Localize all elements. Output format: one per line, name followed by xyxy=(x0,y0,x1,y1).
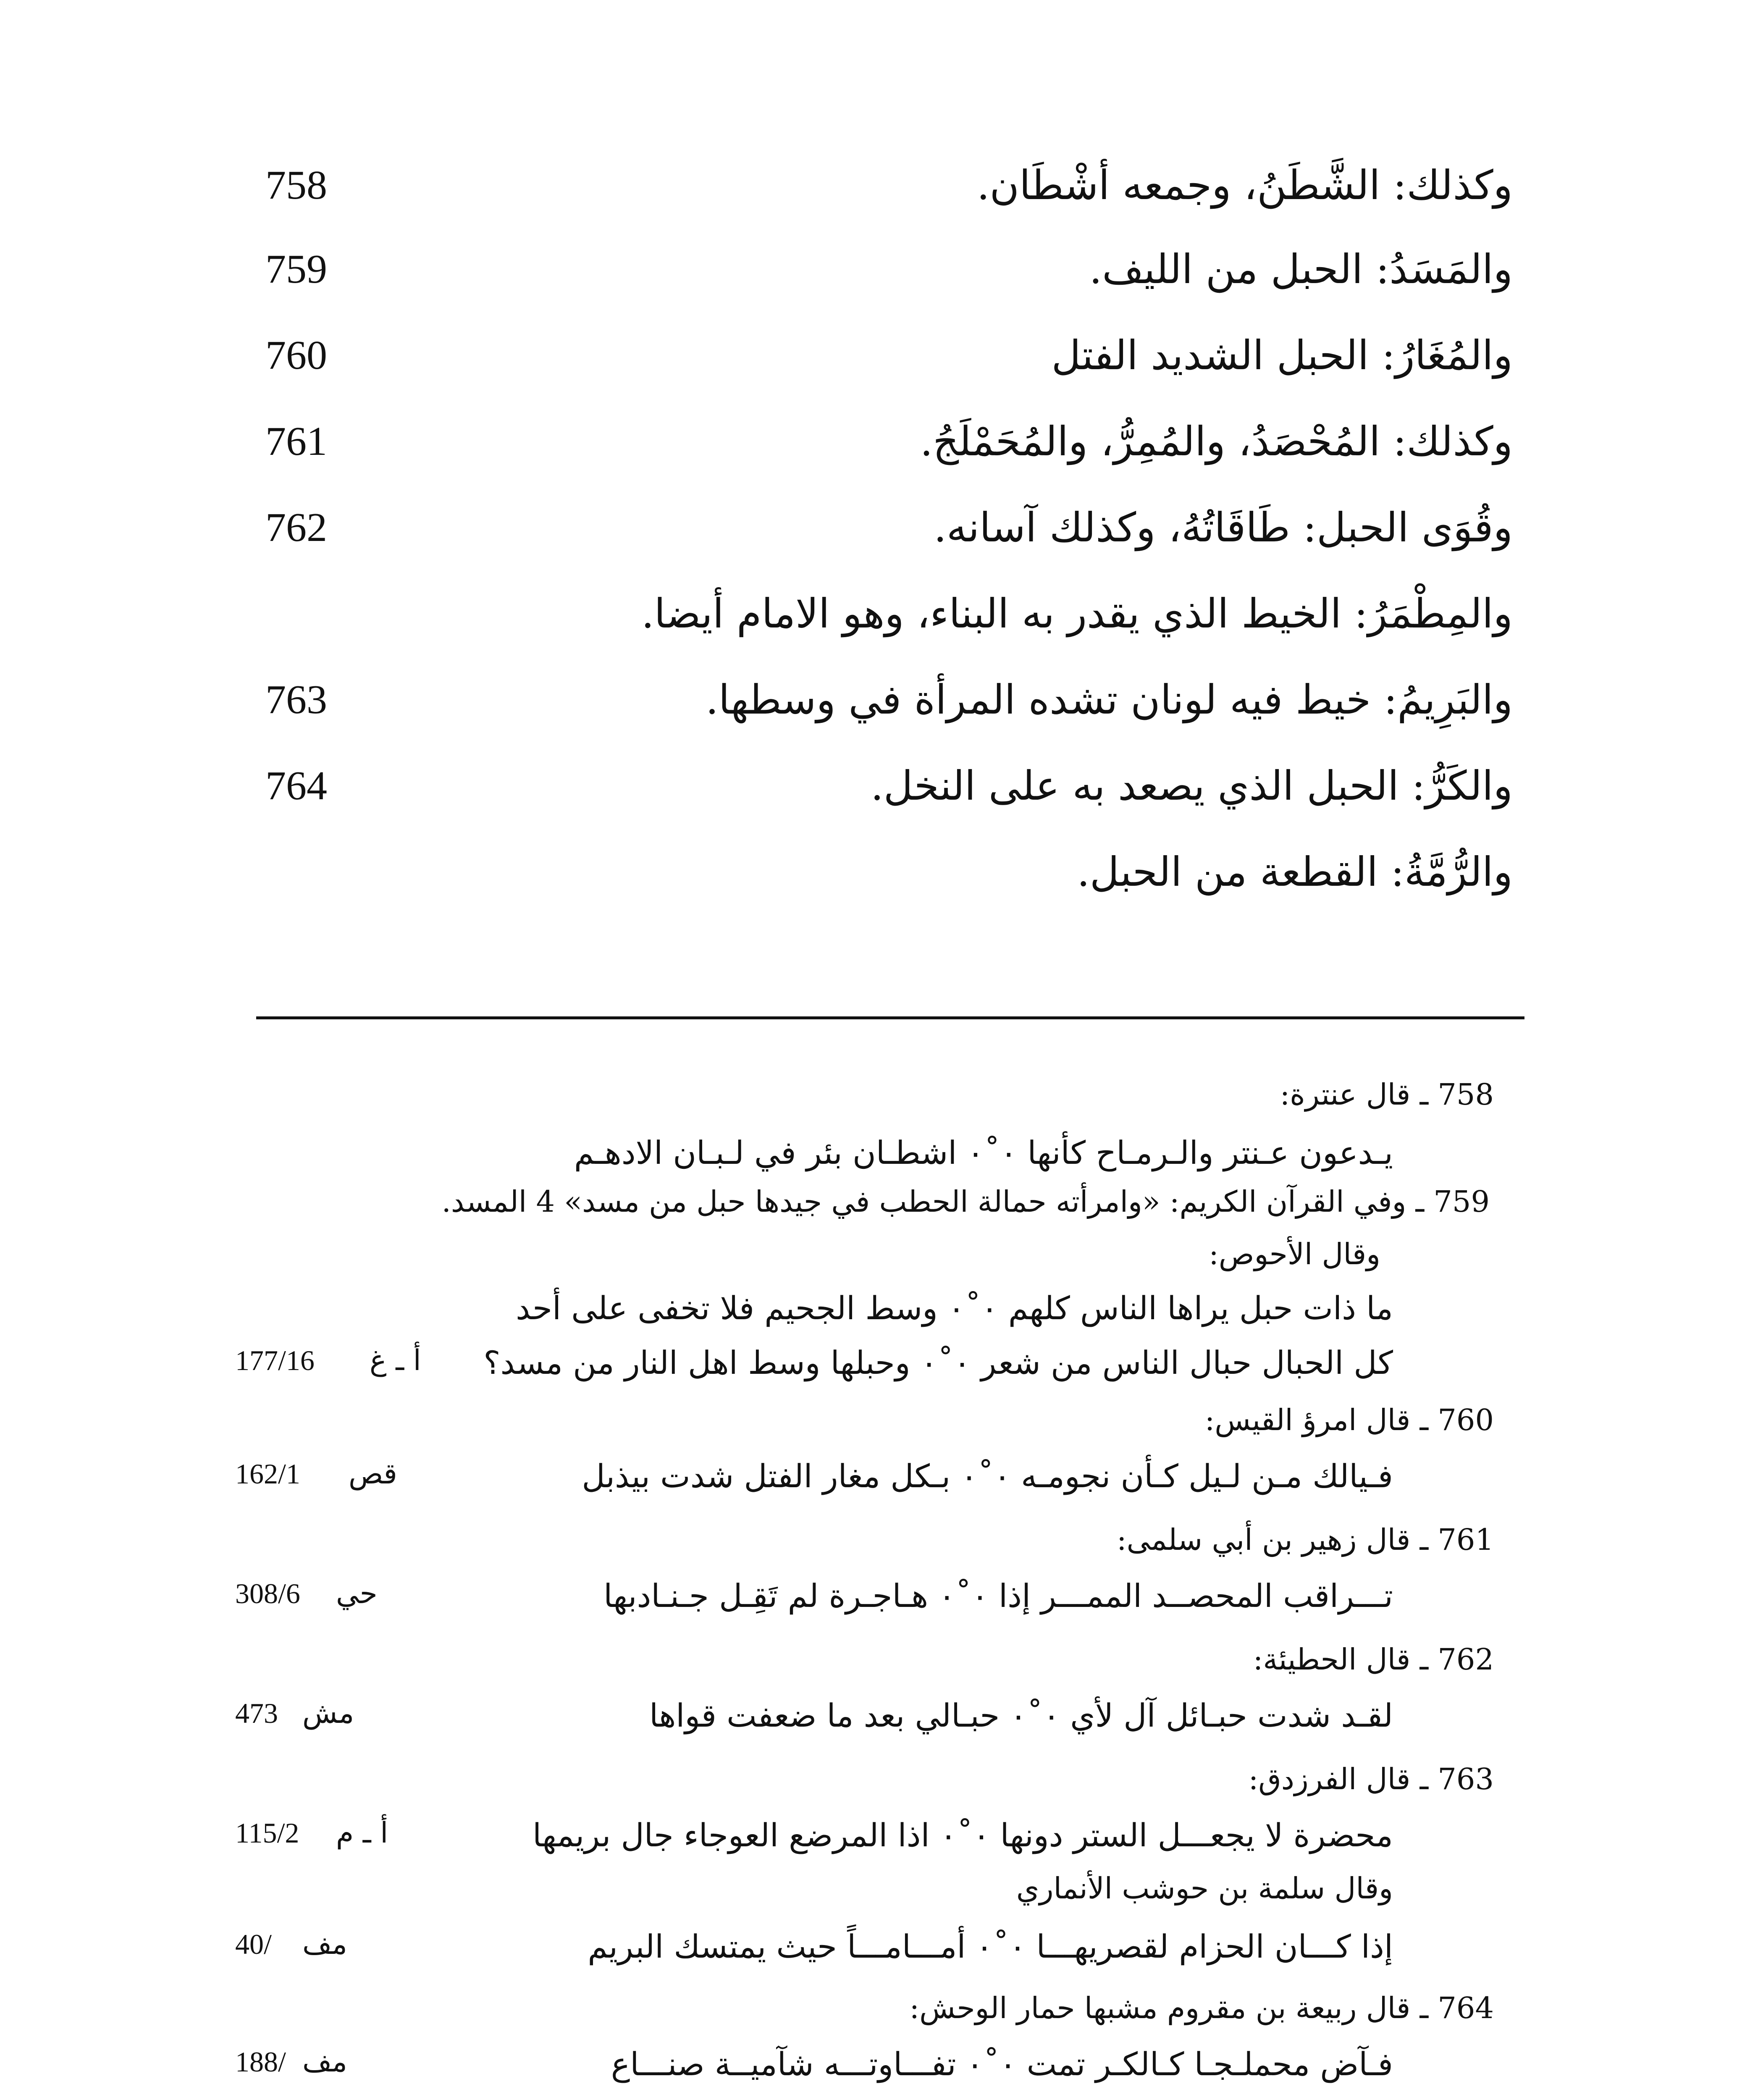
entry-number-758: 758 xyxy=(265,163,327,208)
entry-number-762: 762 xyxy=(265,505,327,550)
entry-line-759: والمَسَدُ: الحبل من الليف. xyxy=(1089,246,1513,293)
footnote-759-source-abbr: أ ـ غ xyxy=(370,1344,421,1377)
footnote-762-source-number: 473 xyxy=(235,1697,278,1729)
footnote-764-source-abbr: مف xyxy=(302,2045,347,2079)
entry-line-763: والبَرِيمُ: خيط فيه لونان تشده المرأة في وسطها. xyxy=(706,676,1513,723)
footnote-758-verse: يـدعون عـنتر والـرمـاح كأنها ٠˚٠ اشطـان بئر في لـبـان الادهـم xyxy=(574,1134,1393,1171)
footnote-761-source-abbr: حي xyxy=(336,1577,378,1610)
footnote-760-source-number: 162/1 xyxy=(235,1458,300,1490)
footnote-760-head: 760 ـ قال امرؤ القيس: xyxy=(1204,1403,1494,1437)
footnote-758-head: 758 ـ قال عنترة: xyxy=(1280,1077,1494,1112)
entry-line-rumma: والرُّمَّةُ: القطعة من الحبل. xyxy=(1077,848,1513,895)
footnote-763-verse-1: محضرة لا يجعـــل الستر دونها ٠˚٠ اذا المرضع العوجاء جال بريمها xyxy=(532,1816,1393,1854)
footnote-759-source-number: 177/16 xyxy=(235,1344,315,1376)
entry-number-761: 761 xyxy=(265,419,327,464)
footnote-763-source-number-2: 40/ xyxy=(235,1928,272,1960)
footnote-763-source-number-1: 115/2 xyxy=(235,1817,299,1849)
footnote-762-verse: لقـد شدت حبـائل آل لأي ٠˚٠ حبـالي بعد ما ضعفت قواها xyxy=(649,1697,1393,1734)
footnote-759-head: 759 ـ وفي القرآن الكريم: «وامرأته حمالة الحطب في جيدها حبل من مسد» 4 المسد. xyxy=(441,1184,1490,1219)
footnote-763-source-abbr-1: أ ـ م xyxy=(336,1816,388,1850)
footnote-759-verse-1: ما ذات حبل يراها الناس كلهم ٠˚٠ وسط الجحيم فلا تخفى على أحد xyxy=(516,1289,1393,1327)
footnote-763-head: 763 ـ قال الفرزدق: xyxy=(1248,1762,1494,1796)
footnote-761-source-number: 308/6 xyxy=(235,1578,300,1609)
entry-line-764: والكَرُّ: الحبل الذي يصعد به على النخل. xyxy=(871,762,1513,809)
entry-line-758: وكذلك: الشَّطَنُ، وجمعه أشْطَان. xyxy=(977,162,1513,209)
footnote-764-head: 764 ـ قال ربيعة بن مقروم مشبها حمار الوحش: xyxy=(909,1991,1494,2025)
entry-line-762: وقُوَى الحبل: طَاقَاتُهُ، وكذلك آسانه. xyxy=(934,504,1513,551)
footnote-761-head: 761 ـ قال زهير بن أبي سلمى: xyxy=(1116,1522,1494,1557)
footnote-763-verse-2: إذا كـــان الحزام لقصريهـــا ٠˚٠ أمـــامـــاً حيث يمتسك البريم xyxy=(588,1928,1393,1965)
footnote-762-head: 762 ـ قال الحطيئة: xyxy=(1253,1642,1494,1677)
entry-line-761: وكذلك: المُحْصَدُ، والمُمِرُّ، والمُحَمْلَجُ. xyxy=(920,418,1513,465)
footnote-764-source-number: 188/ xyxy=(235,2046,286,2078)
footnote-763-source-abbr-2: مف xyxy=(302,1928,347,1961)
footnote-759-sub: وقال الأحوص: xyxy=(1209,1237,1380,1271)
entry-number-760: 760 xyxy=(265,333,327,378)
footnote-761-verse: تـــراقب المحصــد الممـــر إذا ٠˚٠ هـاجـرة لم تَقِـل جـنـادبها xyxy=(603,1577,1393,1614)
entry-number-759: 759 xyxy=(265,247,327,292)
footnote-760-source-abbr: قص xyxy=(349,1457,397,1491)
entry-number-764: 764 xyxy=(265,763,327,808)
footnote-763-sub: وقال سلمة بن حوشب الأنماري xyxy=(1016,1871,1393,1906)
footnote-764-verse: فـآض محملـجـا كـالكـر تمت ٠˚٠ تفـــاوتـــه شآميــة صنـــاع xyxy=(611,2045,1393,2083)
footnote-separator xyxy=(256,1016,1524,1019)
footnote-760-verse: فـيالك مـن لـيل كـأن نجومـه ٠˚٠ بـكل مغار الفتل شدت بيذبل xyxy=(582,1457,1393,1495)
entry-number-763: 763 xyxy=(265,677,327,722)
footnote-762-source-abbr: مش xyxy=(302,1697,354,1730)
entry-line-760: والمُغَارُ: الحبل الشديد الفتل xyxy=(1051,332,1513,379)
entry-line-mitmar: والمِطْمَرُ: الخيط الذي يقدر به البناء، وهو الامام أيضا. xyxy=(641,590,1513,637)
footnote-759-verse-2: كل الحبال حبال الناس من شعر ٠˚٠ وحبلها وسط اهل النار من مسد؟ xyxy=(483,1344,1393,1381)
